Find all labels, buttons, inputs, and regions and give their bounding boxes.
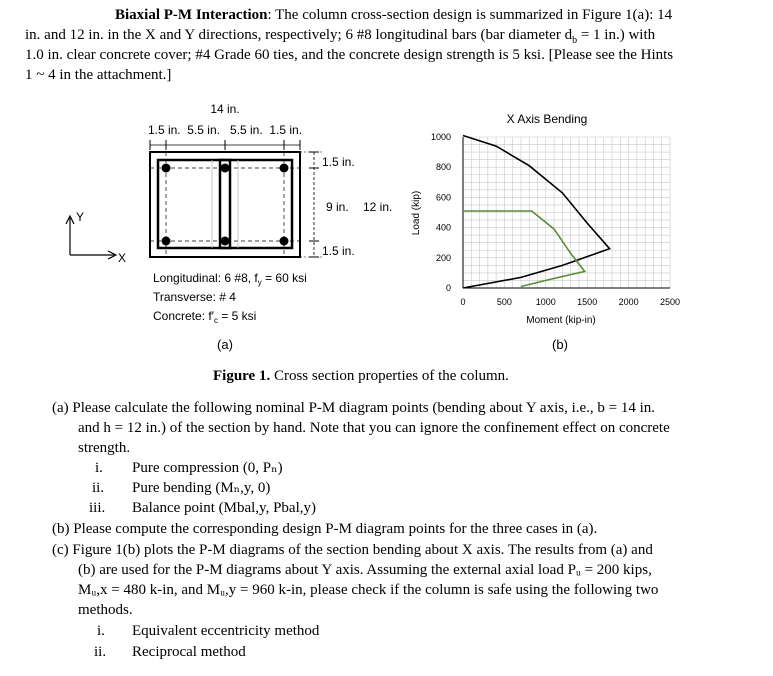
chart-x-label: Moment (kip-in) [526, 315, 596, 326]
figure-b-caption: (b) [552, 337, 568, 352]
x-tick-label: 1000 [535, 297, 556, 307]
chart-grid [463, 137, 670, 288]
figure-caption [213, 366, 509, 386]
header-line-2-rest: = 1 in.) with [577, 27, 656, 43]
y-axis-label: Y [76, 210, 85, 224]
cross-section-diagram [66, 140, 322, 259]
question-a-item-num: iii. [89, 500, 106, 516]
top-cover-label: 1.5 in. [322, 155, 355, 169]
question-b-line-1: (b) Please compute the corresponding design P-M diagram points for the three cases in (a). [52, 521, 598, 537]
problem-title: Biaxial P-M Interaction [115, 7, 268, 23]
figure-a-caption: (a) [217, 337, 233, 352]
question-c-line-4: methods. [78, 602, 133, 618]
transverse-label: Transverse: # 4 [153, 290, 236, 304]
y-tick-label: 400 [435, 222, 451, 233]
header-line-3: 1.0 in. clear concrete cover; #4 Grade 60 ties, and the concrete design strength is 5 ksi. [Please see the Hints [25, 47, 674, 63]
series-line-design [463, 211, 585, 287]
height-label: 12 in. [363, 200, 393, 214]
x-tick-label: 2000 [618, 297, 639, 307]
question-a-item: Balance point (Mbal,y, Pbal,y) [132, 500, 316, 516]
header-line-4: 1 ~ 4 in the attachment.] [25, 67, 172, 83]
y-tick-label: 1000 [430, 132, 451, 142]
question-a-line-2: and h = 12 in.) of the section by hand. Note that you can ignore the confinement effect on concrete [78, 420, 670, 436]
question-c-item: Equivalent eccentricity method [132, 623, 320, 639]
y-tick-label: 0 [445, 283, 451, 293]
y-tick-label: 800 [435, 162, 451, 173]
x-tick-label: 500 [496, 297, 512, 307]
question-a-item: Pure bending (Mₙ,y, 0) [132, 480, 271, 496]
header-line-1-rest: : The column cross-section design is summarized in Figure 1(a): 14 [267, 7, 673, 23]
question-c-line-3: Mᵤ,x = 480 k-in, and Mᵤ,y = 960 k-in, please check if the column is safe using the following two [78, 582, 659, 598]
concrete-label: Concrete: $f'_c = 5$ ksi [153, 309, 257, 325]
question-a-line-3: strength. [78, 440, 131, 456]
header-line-2-sub: b [572, 35, 578, 46]
figure-caption-text: Cross section properties of the column. [270, 368, 509, 384]
y-tick-label: 600 [435, 192, 451, 203]
question-a-item-num: ii. [92, 480, 105, 496]
question-c-item-num: ii. [94, 644, 107, 660]
question-c-item-num: i. [97, 623, 105, 639]
x-axis-label: X [118, 251, 127, 265]
chart-y-label: Load (kip) [411, 190, 422, 236]
y-tick-label: 200 [435, 252, 451, 263]
question-c-item: Reciprocal method [132, 644, 246, 660]
question-a-item-num: i. [95, 460, 103, 476]
question-a-item: Pure compression (0, Pₙ) [132, 460, 283, 476]
x-tick-label: 0 [460, 297, 466, 307]
longitudinal-label: Longitudinal: 6 #8, $f_y = 60$ ksi [153, 271, 307, 287]
x-tick-label: 2500 [659, 297, 681, 307]
bar-spacing-label: 1.5 in. 5.5 in. 5.5 in. 1.5 in. [147, 123, 303, 137]
figure-caption-label: Figure 1. [213, 368, 271, 384]
question-a-line-1: (a) Please calculate the following nominal P-M diagram points (bending about Y axis, i.e., b = 14 in. [52, 400, 656, 416]
middle-dimension-label: 9 in. [326, 200, 349, 214]
question-c-line-2: (b) are used for the P-M diagrams about Y axis. Assuming the external axial load Pᵤ = 200 kips, [78, 562, 652, 578]
x-tick-label: 1500 [577, 297, 598, 307]
pm-interaction-chart [431, 132, 680, 307]
question-c-line-1: (c) Figure 1(b) plots the P-M diagrams of the section bending about X axis. The results from (a) and [52, 542, 653, 558]
width-label: 14 in. [210, 102, 240, 116]
header-line-2-text: in. and 12 in. in the X and Y directions, respectively; 6 #8 longitudinal bars (bar diameter d [25, 27, 573, 43]
bottom-cover-label: 1.5 in. [322, 244, 355, 258]
chart-title: X Axis Bending [506, 112, 588, 126]
